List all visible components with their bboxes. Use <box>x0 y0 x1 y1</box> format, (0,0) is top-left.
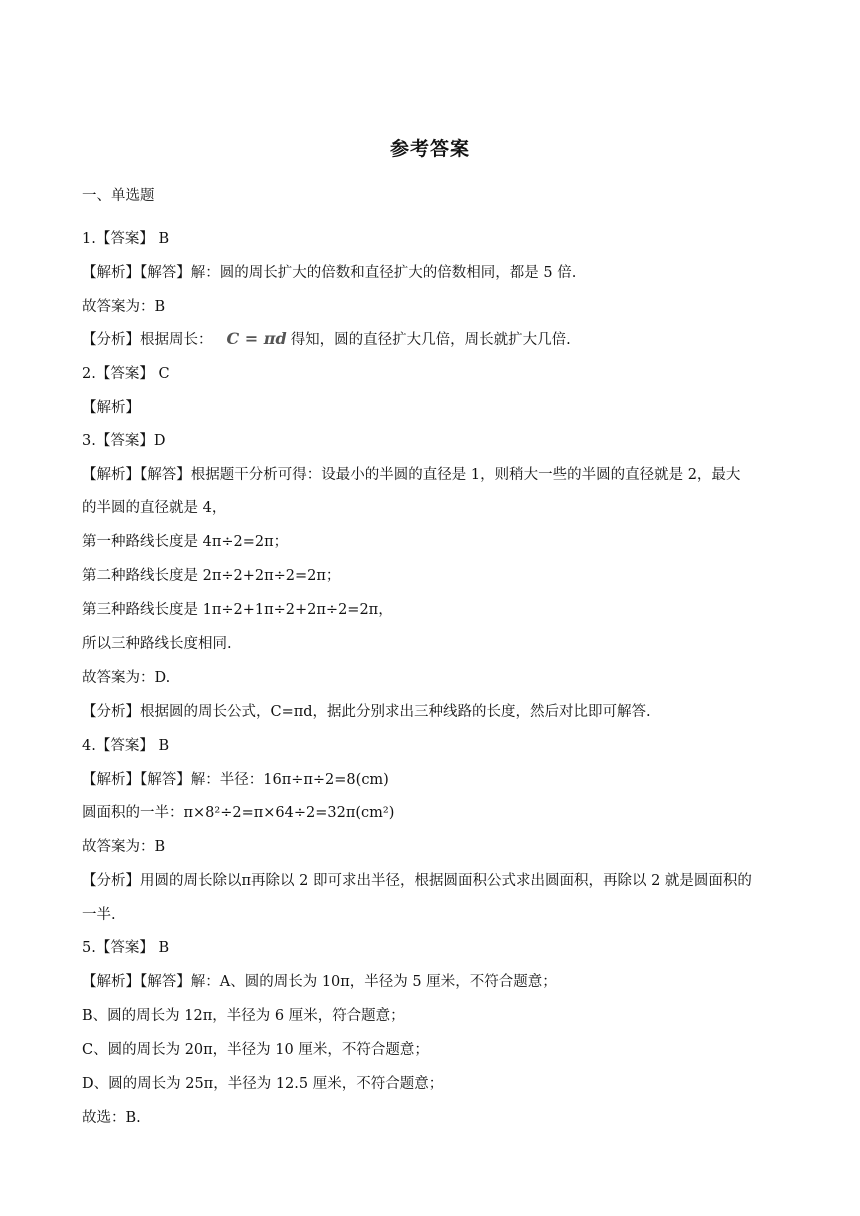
q2-answer: 2.【答案】 C <box>82 366 170 382</box>
q1-fenxi-prefix: 【分析】根据周长： <box>82 332 213 348</box>
q3-route2: 第二种路线长度是 2π÷2+2π÷2=2π； <box>82 568 341 584</box>
q4-fenxi-line2: 一半. <box>82 907 116 923</box>
section-heading: 一、单选题 <box>82 188 155 204</box>
q4-half-area: 圆面积的一半：π×8²÷2=π×64÷2=32π(cm²) <box>82 805 395 821</box>
q3-analysis-line1: 【解析】【解答】根据题干分析可得：设最小的半圆的直径是 1，则稍大一些的半圆的直径就是 2，最大 <box>82 467 741 483</box>
q1-fenxi <box>82 329 782 350</box>
q2-analysis: 【解析】 <box>82 400 140 416</box>
q3-fenxi: 【分析】根据圆的周长公式，C=πd，据此分别求出三种线路的长度，然后对比即可解答. <box>82 704 651 720</box>
page-title: 参考答案 <box>389 138 470 160</box>
q3-answer: 3.【答案】D <box>82 433 166 449</box>
q5-option-b: B、圆的周长为 12π，半径为 6 厘米，符合题意； <box>82 1008 405 1024</box>
q5-analysis-a: 【解析】【解答】解：A、圆的周长为 10π，半径为 5 厘米，不符合题意； <box>82 974 557 990</box>
q3-same: 所以三种路线长度相同. <box>82 636 232 652</box>
q4-conclusion: 故答案为：B <box>82 839 166 855</box>
q4-answer: 4.【答案】 B <box>82 738 170 754</box>
q5-option-c: C、圆的周长为 20π，半径为 10 厘米，不符合题意； <box>82 1042 429 1058</box>
q4-analysis: 【解析】【解答】解：半径：16π÷π÷2=8(cm) <box>82 772 389 788</box>
q3-conclusion: 故答案为：D. <box>82 670 171 686</box>
q5-answer: 5.【答案】 B <box>82 940 170 956</box>
q3-analysis-line2: 的半圆的直径就是 4， <box>82 500 227 516</box>
q4-fenxi-line1: 【分析】用圆的周长除以π再除以 2 即可求出半径，根据圆面积公式求出圆面积，再除以 2 就是圆面积的 <box>82 873 752 889</box>
q1-fenxi-suffix: 得知，圆的直径扩大几倍，周长就扩大几倍. <box>290 332 571 348</box>
q1-conclusion: 故答案为：B <box>82 299 166 315</box>
q5-option-d: D、圆的周长为 25π，半径为 12.5 厘米，不符合题意； <box>82 1076 444 1092</box>
q3-route1: 第一种路线长度是 4π÷2=2π； <box>82 534 289 550</box>
q1-answer: 1.【答案】 B <box>82 231 170 247</box>
q5-conclusion: 故选：B. <box>82 1110 141 1126</box>
q3-route3: 第三种路线长度是 1π÷2+1π÷2+2π÷2=2π， <box>82 602 393 618</box>
q1-analysis: 【解析】【解答】解：圆的周长扩大的倍数和直径扩大的倍数相同，都是 5 倍. <box>82 265 577 281</box>
circumference-formula: C = πd <box>226 329 287 348</box>
